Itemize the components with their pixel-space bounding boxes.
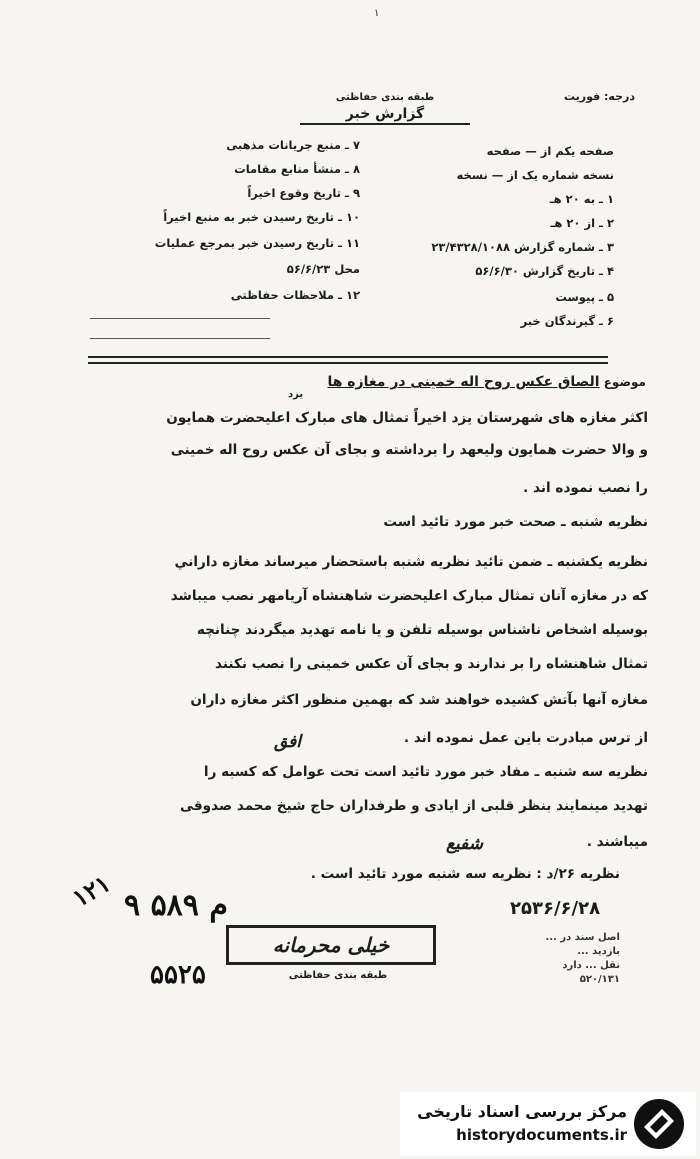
classification-stamp-caption: طبقه بندی حفاظتی bbox=[288, 970, 388, 981]
field-label: ۱۰ ـ تاریخ رسیدن خبر به منبع bbox=[195, 210, 360, 224]
field-label: نسخه شماره bbox=[541, 168, 614, 182]
blank-line bbox=[90, 338, 270, 339]
divider-rule bbox=[88, 362, 608, 364]
report-title: گزارش خبر bbox=[300, 106, 470, 125]
field-label: صفحه یکم از — صفحه bbox=[486, 144, 614, 158]
body-line: بوسیله اشخاص ناشناس بوسیله تلفن و یا نامه تهدید میگردند چنانچه bbox=[196, 622, 648, 638]
body-line: مغازه آنها بآتش کشیده خواهند شد که بهمین منظور اکثر مغازه داران bbox=[190, 692, 648, 708]
field-from bbox=[550, 216, 614, 230]
field-received-source-date bbox=[163, 210, 360, 224]
archive-stamp-line: ۵۲۰/۱۳۱ bbox=[579, 974, 620, 985]
body-line: که در مغازه آنان تمثال مبارک اعلیحضرت شاهنشاه آریامهر نصب میباشد bbox=[170, 588, 648, 604]
field-source bbox=[226, 138, 360, 152]
field-value: منابع مقامات bbox=[234, 162, 310, 176]
field-value: اخیراً bbox=[247, 186, 276, 200]
archive-stamp-line: بازدید ... bbox=[577, 946, 620, 957]
subject-line bbox=[86, 374, 646, 390]
divider-rule bbox=[88, 356, 608, 358]
field-value: یک از — نسخه bbox=[456, 168, 538, 182]
field-value: ۵۶/۶/۲۳ bbox=[286, 262, 331, 276]
field-value: جریانات مذهبی bbox=[226, 138, 313, 152]
field-to bbox=[550, 192, 614, 206]
subject-label: موضوع bbox=[603, 375, 646, 389]
body-line: نظریه شنبه ـ صحت خبر مورد تائید است bbox=[383, 514, 648, 530]
subject-text: الصاق عکس روح اله خمینی در مغازه ها bbox=[327, 374, 600, 390]
body-line: تمثال شاهنشاه را بر ندارند و بجای آن عکس خمینی را نصب نکنند bbox=[215, 656, 648, 672]
field-copy bbox=[456, 168, 614, 182]
classification-label: طبقه بندی حفاظتی bbox=[335, 92, 435, 103]
field-value: ۲۰ هـ bbox=[550, 216, 581, 230]
field-label: ۸ ـ منشأ bbox=[313, 162, 360, 176]
body-line: نظریه یکشنبه ـ ضمن تائید نظریه شنبه باستحضار میرساند مغازه داراني bbox=[174, 554, 648, 570]
body-line: و والا حضرت همایون ولیعهد را برداشته و بجای آن عکس روح اله خمینی bbox=[170, 442, 648, 458]
body-line: میباشند . bbox=[586, 834, 648, 850]
archive-stamp-line: اصل سند در ... bbox=[545, 932, 620, 943]
field-label: محل bbox=[334, 262, 360, 276]
handwritten-number: ۹ م ۵۸۹ bbox=[124, 888, 228, 923]
footer-url[interactable]: historydocuments.ir bbox=[456, 1126, 627, 1144]
body-line: تهدید مینمایند بنظر قلبی از ایادی و طرفداران حاج شیخ محمد صدوقی bbox=[180, 798, 648, 814]
field-report-number bbox=[431, 240, 614, 254]
field-label: ۶ ـ گیرندگان خبر bbox=[520, 314, 614, 328]
field-label: ۱۲ ـ ملاحظات حفاظتی bbox=[230, 288, 360, 302]
field-received-ops-date bbox=[155, 236, 360, 250]
field-label: ۵ ـ پیوست bbox=[555, 290, 614, 304]
field-label: ۱ ـ به bbox=[583, 192, 614, 206]
field-value: اخیراً bbox=[163, 210, 192, 224]
signature-2: شفیع bbox=[446, 834, 484, 854]
subject-insert: یزد bbox=[288, 389, 304, 400]
body-line: از ترس مبادرت باین عمل نموده اند . bbox=[403, 730, 648, 746]
handwritten-number: ۵۵۲۵ bbox=[150, 960, 206, 990]
field-report-date bbox=[475, 264, 614, 278]
field-recipients bbox=[521, 314, 614, 328]
field-occurrence-date bbox=[247, 186, 360, 200]
handwritten-number: ۱۲۱ bbox=[67, 868, 116, 913]
footer-title: مرکز بررسی اسناد تاریخی bbox=[417, 1102, 627, 1121]
field-page bbox=[487, 144, 614, 158]
field-label: ۷ ـ منبع bbox=[316, 138, 360, 152]
field-attachment bbox=[555, 290, 614, 304]
field-label: ۹ ـ تاریخ وقوع bbox=[279, 186, 360, 200]
field-value: ۲۳/۴۳۲۸/۱۰۸۸ bbox=[431, 240, 510, 254]
signature-1: افق bbox=[274, 732, 302, 752]
archive-stamp bbox=[480, 932, 620, 988]
body-line: نظریه ۲۶/د : نظریه سه شنبه مورد تائید است . bbox=[310, 866, 620, 882]
field-value: ۵۶/۶/۳۰ bbox=[475, 264, 519, 278]
classification-stamp: خیلی محرمانه bbox=[226, 925, 436, 965]
blank-line bbox=[90, 318, 270, 319]
field-value: ۲۰ هـ bbox=[549, 192, 580, 206]
body-line: اکثر مغازه های شهرستان یزد اخیراً تمثال های مبارک اعلیحضرت همایون bbox=[166, 410, 648, 426]
field-label: ۳ ـ شماره گزارش bbox=[514, 240, 614, 254]
body-line: را نصب نموده اند . bbox=[523, 480, 648, 496]
field-security-notes bbox=[231, 288, 360, 302]
body-line: نظریه سه شنبه ـ مفاد خبر مورد تائید است تحت عوامل که کسبه را bbox=[203, 764, 648, 780]
archive-logo-icon bbox=[632, 1097, 686, 1151]
date-stamp: ۲۵۳۶/۶/۲۸ bbox=[510, 898, 601, 919]
field-label: ۲ ـ از bbox=[584, 216, 614, 230]
field-label: ۱۱ ـ تاریخ رسیدن خبر بمرجع عملیات bbox=[154, 236, 360, 250]
archive-stamp-line: نقل ... دارد bbox=[562, 960, 620, 971]
field-place bbox=[287, 262, 360, 276]
field-origin bbox=[234, 162, 360, 176]
field-label: ۴ ـ تاریخ گزارش bbox=[522, 264, 614, 278]
degree-label: درجه: فوریت bbox=[563, 90, 635, 103]
top-mark: ۱ bbox=[374, 8, 380, 19]
